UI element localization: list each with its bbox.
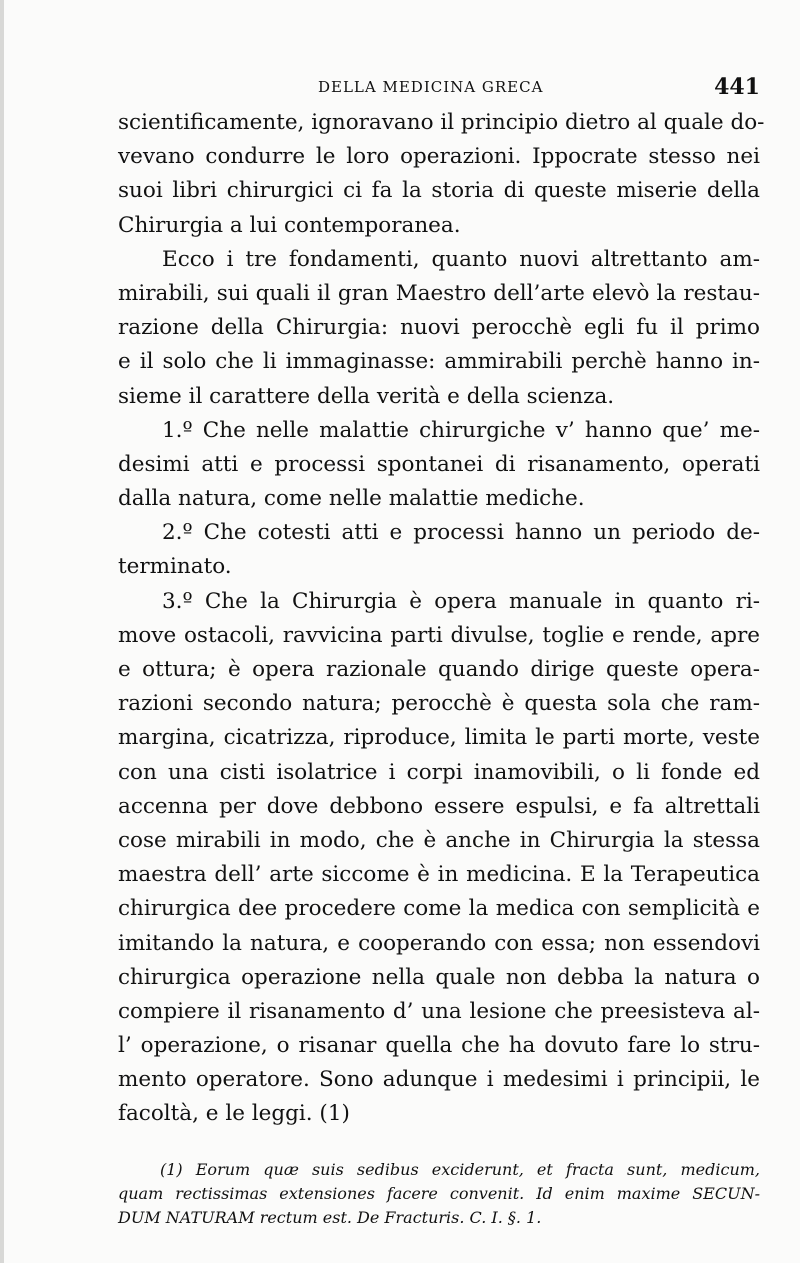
footnote-line: (1) Eorum quæ suis sedibus exciderunt, et fracta sunt, medicum,	[160, 1160, 760, 1179]
footnote	[118, 1158, 760, 1230]
text-line: chirurgica dee procedere come la medica con semplicità e	[118, 896, 760, 922]
footnote-line: DUM NATURAM rectum est. De Fracturis. C. I. §. 1.	[118, 1208, 542, 1227]
text-line: Ecco i tre fondamenti, quanto nuovi altrettanto am-	[162, 246, 760, 272]
text-line: margina, cicatrizza, riproduce, limita le parti morte, veste	[118, 725, 760, 751]
text-line: dalla natura, come nelle malattie mediche.	[118, 486, 585, 512]
text-line: scientificamente, ignoravano il principio dietro al quale do-	[118, 110, 765, 135]
text-line: maestra dell’ arte siccome è in medicina. E la Terapeutica	[118, 862, 760, 888]
text-line: Chirurgia a lui contemporanea.	[118, 212, 461, 238]
text-line: l’ operazione, o risanar quella che ha dovuto fare lo stru-	[118, 1033, 760, 1059]
text-line: sieme il carattere della verità e della scienza.	[118, 383, 615, 409]
text-line: facoltà, e le leggi. (1)	[118, 1101, 350, 1127]
running-head: DELLA MEDICINA GRECA	[318, 78, 544, 96]
text-line: e il solo che li immaginasse: ammirabili perchè hanno in-	[118, 349, 760, 375]
text-line: 2.º Che cotesti atti e processi hanno un periodo de-	[162, 520, 760, 546]
footnote-line: quam rectissimas extensiones facere convenit. Id enim maxime SECUN-	[118, 1184, 760, 1203]
text-line: razione della Chirurgia: nuovi perocchè egli fu il primo	[118, 315, 760, 341]
text-line: 3.º Che la Chirurgia è opera manuale in quanto ri-	[162, 588, 760, 614]
text-line: chirurgica operazione nella quale non debba la natura o	[118, 964, 760, 990]
text-line: mento operatore. Sono adunque i medesimi i principii, le	[118, 1067, 760, 1093]
text-line: terminato.	[118, 554, 232, 580]
text-line: con una cisti isolatrice i corpi inamovibili, o li fonde ed	[118, 759, 760, 785]
text-line: suoi libri chirurgici ci fa la storia di queste miserie della	[118, 178, 760, 204]
page-number: 441	[714, 74, 760, 100]
text-line: 1.º Che nelle malattie chirurgiche v’ hanno que’ me-	[162, 417, 760, 443]
text-line: e ottura; è opera razionale quando dirige queste opera-	[118, 657, 760, 682]
text-line: cose mirabili in modo, che è anche in Chirurgia la stessa	[118, 827, 760, 853]
page-header	[118, 76, 760, 100]
body-text	[118, 106, 765, 1132]
text-line: mirabili, sui quali il gran Maestro dell’arte elevò la restau-	[118, 280, 760, 306]
text-line: razioni secondo natura; perocchè è questa sola che ram-	[118, 691, 760, 717]
text-line: accenna per dove debbono essere espulsi, e fa altrettali	[118, 793, 760, 819]
text-line: vevano condurre le loro operazioni. Ippocrate stesso nei	[118, 144, 760, 170]
page-gutter-edge	[0, 0, 4, 1263]
text-line: imitando la natura, e cooperando con essa; non essendovi	[118, 930, 760, 956]
text-line: compiere il risanamento d’ una lesione che preesisteva al-	[118, 998, 760, 1024]
text-line: move ostacoli, ravvicina parti divulse, toglie e rende, apre	[118, 622, 760, 648]
text-line: desimi atti e processi spontanei di risanamento, operati	[118, 451, 760, 477]
